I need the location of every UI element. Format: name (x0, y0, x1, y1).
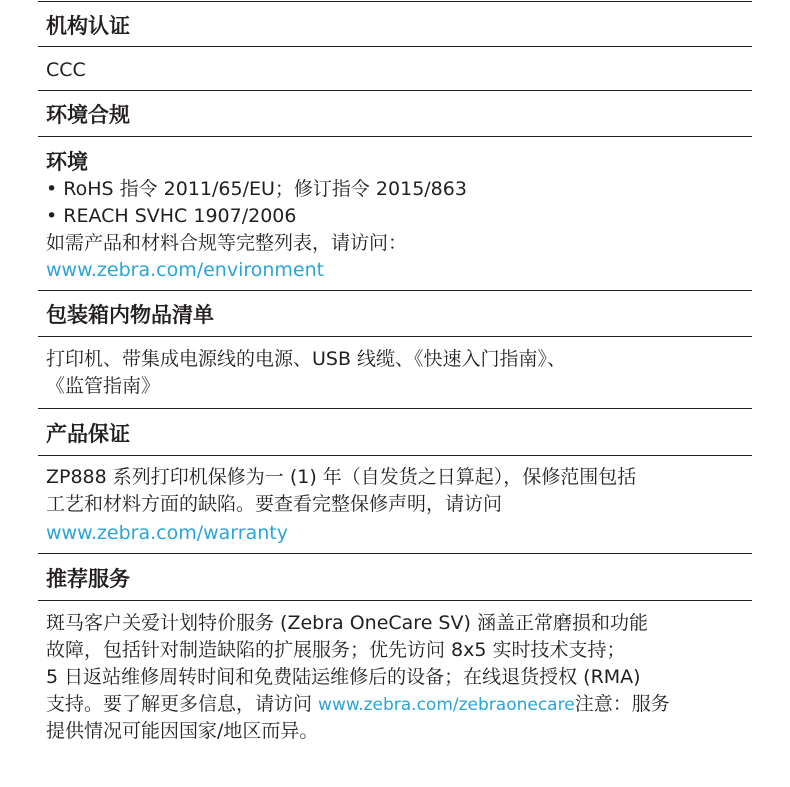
services-heading: 推荐服务 (46, 567, 130, 591)
compliance-note: 如需产品和材料合规等完整列表，请访问： (46, 232, 408, 254)
box-contents-line: 《监管指南》 (46, 375, 161, 397)
warranty-line: 工艺和材料方面的缺陷。要查看完整保修声明，请访问 (46, 493, 503, 515)
services-line-text: 支持。要了解更多信息，请访问 (46, 693, 319, 715)
section-divider (38, 90, 752, 91)
certification-value: CCC (46, 59, 86, 81)
warranty-line: ZP888 系列打印机保修为一 (1) 年（自发货之日算起），保修范围包括 (46, 466, 637, 488)
box-contents-line: 打印机、带集成电源线的电源、USB 线缆、《快速入门指南》、 (46, 348, 567, 370)
warranty-link[interactable]: www.zebra.com/warranty (46, 522, 288, 544)
box-contents-heading: 包装箱内物品清单 (46, 303, 214, 327)
services-line: 5 日返站维修周转时间和免费陆运维修后的设备；在线退货授权 (RMA) (46, 666, 641, 688)
section-divider (38, 46, 752, 47)
services-line: 提供情况可能因国家/地区而异。 (46, 720, 319, 742)
section-divider (38, 136, 752, 137)
section-divider (38, 408, 752, 409)
zebraonecare-link[interactable]: www.zebra.com/zebraonecare (318, 695, 575, 715)
section-divider (38, 553, 752, 554)
warranty-heading: 产品保证 (46, 422, 130, 446)
services-line: 斑马客户关爱计划特价服务 (Zebra OneCare SV) 涵盖正常磨损和功能 (46, 612, 648, 634)
section-divider (38, 290, 752, 291)
section-divider (38, 600, 752, 601)
compliance-subheading: 环境 (46, 150, 88, 174)
environment-link[interactable]: www.zebra.com/environment (46, 259, 325, 281)
services-line (46, 691, 670, 719)
section-divider (38, 455, 752, 456)
services-line-text: 注意：服务 (574, 693, 670, 715)
services-line: 故障，包括针对制造缺陷的扩展服务；优先访问 8x5 实时技术支持； (46, 639, 626, 661)
compliance-heading: 环境合规 (46, 103, 130, 127)
section-divider (38, 1, 752, 2)
compliance-bullet: • RoHS 指令 2011/65/EU；修订指令 2015/863 (46, 178, 467, 200)
compliance-bullet: • REACH SVHC 1907/2006 (46, 205, 297, 227)
certification-heading: 机构认证 (46, 14, 130, 38)
section-divider (38, 336, 752, 337)
